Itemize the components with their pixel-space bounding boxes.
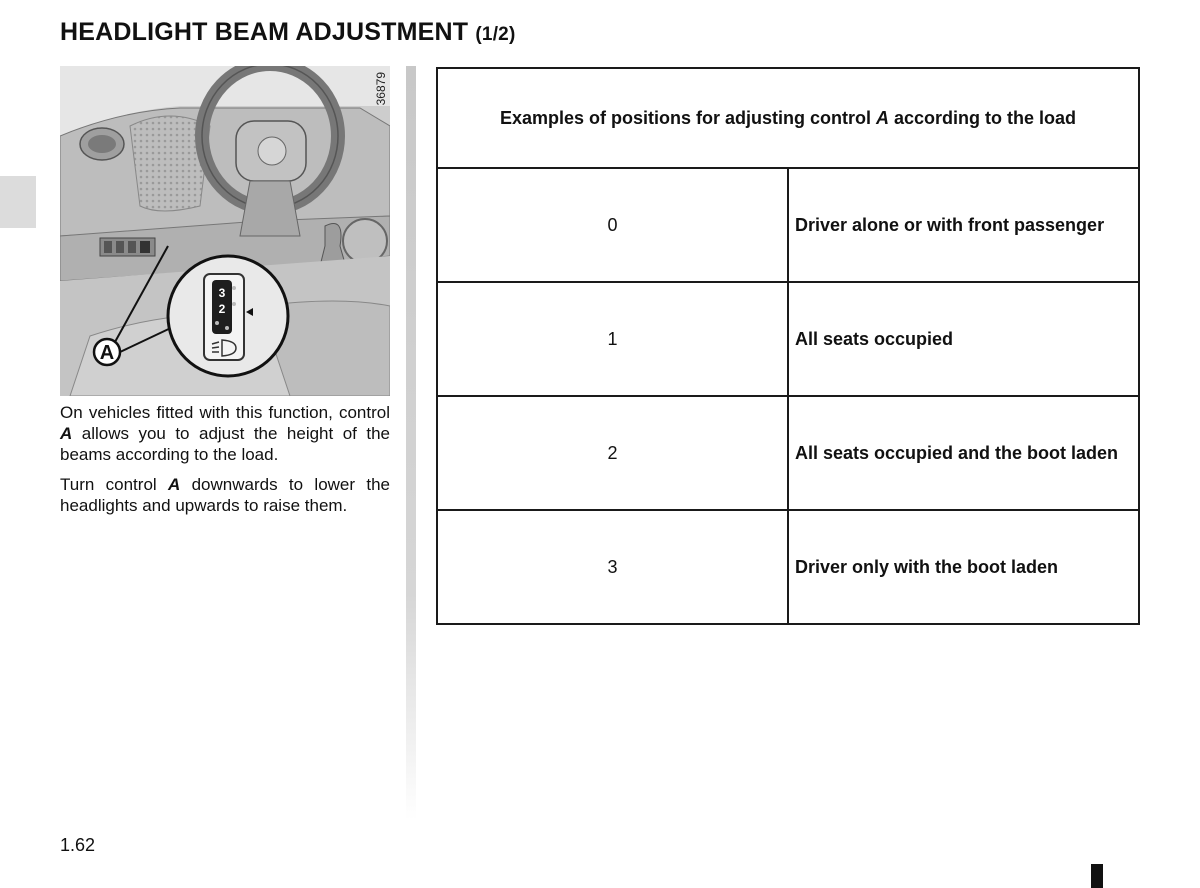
column-divider (406, 66, 416, 820)
para1-text-before: On vehicles fitted with this function, control (60, 403, 390, 422)
table-row (437, 396, 1139, 510)
description-cell: All seats occupied and the boot laden (788, 396, 1139, 510)
wheel-digit-3: 3 (218, 286, 226, 300)
para2-control-ref: A (168, 475, 181, 494)
title-page-indicator: (1/2) (475, 24, 516, 45)
callout-a-label: A (99, 342, 115, 364)
description-cell: Driver alone or with front passenger (788, 168, 1139, 282)
description-paragraph-1 (60, 402, 390, 465)
table-row (437, 282, 1139, 396)
load-positions-table (436, 67, 1140, 625)
para1-control-ref: A (60, 424, 73, 443)
dashboard-drawing (60, 66, 390, 396)
thumb-index-mark (1091, 864, 1103, 888)
description-paragraph-2 (60, 474, 390, 516)
para2-text-before: Turn control (60, 475, 168, 494)
table-row (437, 510, 1139, 624)
position-cell: 3 (437, 510, 788, 624)
para2-text-after: downwards to lower the headlights and upwards to raise them. (60, 475, 390, 515)
para1-text-after: allows you to adjust the height of the beams according to the load. (60, 424, 390, 464)
page-number: 1.62 (60, 835, 96, 855)
page-title (60, 18, 515, 47)
header-text-before: Examples of positions for adjusting control (499, 107, 876, 128)
description-cell: All seats occupied (788, 282, 1139, 396)
description-cell: Driver only with the boot laden (788, 510, 1139, 624)
title-text: HEADLIGHT BEAM ADJUSTMENT (60, 18, 469, 46)
table-header-cell (437, 68, 1139, 168)
table-header-row (437, 68, 1139, 168)
position-cell: 1 (437, 282, 788, 396)
position-cell: 2 (437, 396, 788, 510)
header-control-ref: A (876, 107, 889, 128)
figure-number: 36879 (374, 72, 388, 106)
dashboard-illustration (60, 66, 390, 396)
header-text-after: according to the load (889, 107, 1077, 128)
wheel-digit-2: 2 (218, 302, 226, 316)
position-cell: 0 (437, 168, 788, 282)
table-row (437, 168, 1139, 282)
section-tab-marker (0, 176, 36, 228)
